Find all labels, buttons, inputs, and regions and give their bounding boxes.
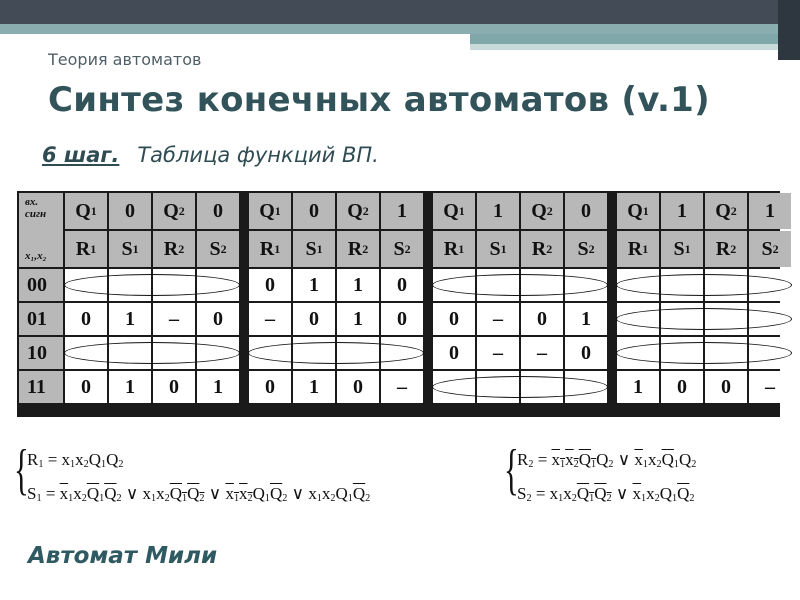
input-row-label: 11 bbox=[19, 371, 63, 403]
slide-subtitle: Теория автоматов bbox=[48, 50, 202, 69]
table-value-cell: 0 bbox=[249, 269, 291, 301]
state-header-cell: 0 bbox=[109, 193, 151, 229]
table-value-cell: 0 bbox=[433, 337, 475, 369]
state-header-cell: 0 bbox=[565, 193, 607, 229]
state-header-cell: Q 2 bbox=[521, 193, 563, 229]
table-value-cell: 1 bbox=[293, 269, 335, 301]
state-header-cell: Q 1 bbox=[433, 193, 475, 229]
state-header-cell: 0 bbox=[197, 193, 239, 229]
state-header-cell: 1 bbox=[381, 193, 423, 229]
empty-cells-oval bbox=[616, 342, 792, 364]
corner-input-label: вх. сигн bbox=[25, 196, 47, 220]
formula-r2: $R_2 = x_1x_2Q_1Q_2$ ∨ $\overline{x}_1x_2\overline{Q}_1Q_2$ bbox=[517, 450, 697, 471]
table-value-cell: 1 bbox=[293, 371, 335, 403]
table-value-cell: 1 bbox=[617, 371, 659, 403]
table-value-cell: – bbox=[521, 337, 563, 369]
step-number: 6 шаг. bbox=[42, 143, 120, 167]
table-value-cell: 0 bbox=[565, 337, 607, 369]
corner-inputs-label: x₁,x₂ bbox=[25, 250, 47, 262]
table-value-cell: – bbox=[477, 303, 519, 335]
function-header-cell: R 1 bbox=[617, 231, 659, 267]
table-value-cell: 1 bbox=[565, 303, 607, 335]
table-value-cell: – bbox=[249, 303, 291, 335]
top-decor-bar bbox=[0, 0, 800, 24]
input-row-label: 00 bbox=[19, 269, 63, 301]
table-value-cell: 1 bbox=[337, 303, 379, 335]
function-header-cell: R 1 bbox=[433, 231, 475, 267]
table-value-cell: 0 bbox=[433, 303, 475, 335]
state-header-cell: 1 bbox=[477, 193, 519, 229]
function-header-cell: S 2 bbox=[197, 231, 239, 267]
function-header-cell: S 1 bbox=[477, 231, 519, 267]
state-header-cell: 1 bbox=[661, 193, 703, 229]
state-header-cell: Q 1 bbox=[249, 193, 291, 229]
table-value-cell: – bbox=[153, 303, 195, 335]
function-header-cell: R 1 bbox=[249, 231, 291, 267]
left-system-brace: { bbox=[14, 439, 29, 501]
table-value-cell: 0 bbox=[381, 269, 423, 301]
state-header-cell: Q 2 bbox=[705, 193, 747, 229]
teal-decor-bar bbox=[0, 24, 800, 34]
function-header-cell: S 2 bbox=[749, 231, 791, 267]
table-value-cell: 0 bbox=[249, 371, 291, 403]
function-header-cell: R 1 bbox=[65, 231, 107, 267]
right-system-brace: { bbox=[504, 439, 519, 501]
table-value-cell: 0 bbox=[293, 303, 335, 335]
table-value-cell: 0 bbox=[197, 303, 239, 335]
table-value-cell: 0 bbox=[65, 371, 107, 403]
function-header-cell: R 2 bbox=[337, 231, 379, 267]
table-value-cell: 1 bbox=[337, 269, 379, 301]
formula-s1: $S_1 = \overline{x}_1x_2\overline{Q}_1\overline{Q}_2$ ∨ $x_1x_2Q_1Q_2$ ∨ $x_1x_2Q_1\overline{Q}_2$ ∨ $x_1x_2Q_1\overline{Q}_2$ bbox=[27, 484, 371, 505]
input-row-label: 01 bbox=[19, 303, 63, 335]
table-value-cell: 0 bbox=[705, 371, 747, 403]
empty-cells-oval bbox=[432, 274, 608, 296]
table-value-cell: 0 bbox=[381, 303, 423, 335]
table-value-cell: 0 bbox=[661, 371, 703, 403]
table-value-cell: – bbox=[381, 371, 423, 403]
table-value-cell: 1 bbox=[109, 303, 151, 335]
light-decor-bar bbox=[470, 44, 800, 50]
table-value-cell: 1 bbox=[197, 371, 239, 403]
table-value-cell: 1 bbox=[109, 371, 151, 403]
step-heading bbox=[42, 143, 379, 167]
empty-cells-oval bbox=[64, 342, 240, 364]
teal-decor-bar-2 bbox=[470, 34, 800, 44]
empty-cells-oval bbox=[64, 274, 240, 296]
function-header-cell: S 1 bbox=[109, 231, 151, 267]
formula-r1: $R_1 = x_1x_2Q_1Q_2$ bbox=[27, 450, 124, 471]
state-header-cell: Q 1 bbox=[65, 193, 107, 229]
function-header-cell: S 1 bbox=[661, 231, 703, 267]
function-header-cell: R 2 bbox=[521, 231, 563, 267]
function-header-cell: R 2 bbox=[153, 231, 195, 267]
function-header-cell: R 2 bbox=[705, 231, 747, 267]
state-header-cell: 0 bbox=[293, 193, 335, 229]
slide-title: Синтез конечных автоматов (v.1) bbox=[48, 80, 710, 120]
table-value-cell: 0 bbox=[337, 371, 379, 403]
state-header-cell: Q 2 bbox=[153, 193, 195, 229]
automaton-type-label: Автомат Мили bbox=[28, 543, 218, 569]
step-text: Таблица функций ВП. bbox=[137, 143, 379, 167]
input-row-label: 10 bbox=[19, 337, 63, 369]
table-value-cell: 0 bbox=[65, 303, 107, 335]
empty-cells-oval bbox=[248, 342, 424, 364]
empty-cells-oval bbox=[432, 376, 608, 398]
state-header-cell: Q 2 bbox=[337, 193, 379, 229]
empty-cells-oval bbox=[616, 274, 792, 296]
table-value-cell: – bbox=[749, 371, 791, 403]
table-value-cell: 0 bbox=[521, 303, 563, 335]
table-value-cell: 0 bbox=[153, 371, 195, 403]
table-corner-cell bbox=[19, 193, 63, 267]
function-header-cell: S 2 bbox=[565, 231, 607, 267]
state-header-cell: Q 1 bbox=[617, 193, 659, 229]
corner-decor-bar bbox=[778, 0, 800, 60]
function-header-cell: S 2 bbox=[381, 231, 423, 267]
empty-cells-oval bbox=[616, 308, 792, 330]
state-header-cell: 1 bbox=[749, 193, 791, 229]
vp-function-table bbox=[17, 191, 780, 417]
formula-s2: $S_2 = x_1x_2Q_1Q_2$ ∨ $\overline{x}_1x_2Q_1\overline{Q}_2$ bbox=[517, 484, 695, 505]
function-header-cell: S 1 bbox=[293, 231, 335, 267]
table-value-cell: – bbox=[477, 337, 519, 369]
